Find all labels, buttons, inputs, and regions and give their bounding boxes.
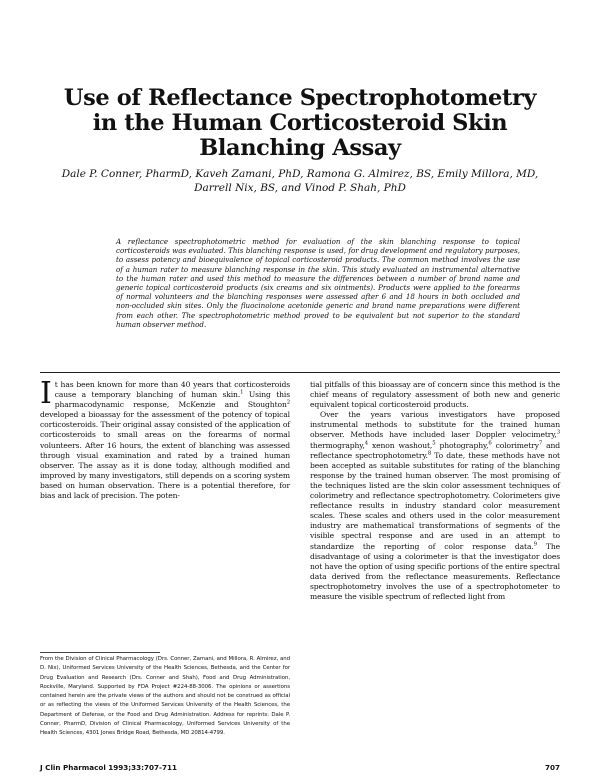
page-number: 707 [544,763,560,772]
citation-ref: 6 [488,440,492,447]
title-line-3: Blanching Assay [199,135,401,161]
methods-text-e: colorimetry [491,440,539,450]
methods-text-h: The disadvantage of using a colorimeter is that the investigator does not have the option of using specific portions of the entire spectral data derived from the reflectance measurements. Reflectance spectrophotometry involves the use of a spectrophotometer to measure the visible spectrum of reflected light from [310,541,560,601]
methods-text-c: xenon washout, [368,440,433,450]
journal-citation: J Clin Pharmacol 1993;33:707-711 [40,763,178,772]
authors-line-1: Dale P. Conner, PharmD, Kaveh Zamani, PhD, Ramona G. Almirez, BS, Emily Millora, MD, [61,168,539,180]
author-list [50,167,550,195]
methods-text-f: and reflectance spectrophotometry. [310,440,561,460]
citation-ref: 1 [240,389,244,396]
article-title [40,86,560,161]
intro-paragraph [40,376,290,501]
citation-ref: 9 [533,540,537,547]
affiliation-footnote: From the Division of Clinical Pharmacology (Drs. Conner, Zamani, and Millora, R. Almirez, and D. Nix), Uniformed Services University of the Health Sciences, Bethesda, and the Center for Drug Evaluation and Research (Drs. Conner and Shah), Food and Drug Administration, Rockville, Maryland. Supported by FDA Project #224-88-3006. The opinions or assertions contained herein are the private views of the authors and should not be construed as official or as reflecting the views of the Uniformed Services University of the Health Sciences, the Department of Defense, or the Food and Drug Administration. Address for reprints: Dale P. Conner, PharmD, Division of Clinical Pharmacology, Uniformed Services University of the Health Sciences, 4301 Jones Bridge Road, Bethesda, MD 20814-4799. [40,656,290,737]
drop-cap: I [40,376,52,411]
abstract: A reflectance spectrophotometric method for evaluation of the skin blanching response to topical corticosteroids was evaluated. This blanching response is used, for drug development and regulatory purposes, to assess potency and bioequivalence of topical corticosteroid products. The common method involves the use of a human rater to measure blanching response in the skin. This study evaluated an instrumental alternative to the human rater and used this method to measure the differences between a number of brand name and generic topical corticosteroid products (six creams and six ointments). Products were applied to the forearms of normal volunteers and the blanching responses were assessed after 6 and 18 hours in both occluded and non-occluded skin sites. Only the fluocinolone acetonide generic and brand name preparations were different from each other. The spectrophotometric method proved to be equivalent but not superior to the standard human observer method. [116,237,520,329]
body-column-left [40,376,290,501]
methods-text-g: To date, these methods have not been accepted as suitable substitutes for rating of the blanching response by the trained human observer. The most promising of the techniques listed are the skin color assessment techniques of colorimetry and reflectance spectrophotometry. Colorimeters give reflectance results in industry standard color measurement scales. These scales and others used in the color measurement industry are mathematical transformations of segments of the visible spectral response and are used in an attempt to standardize the reporting of color response data. [310,450,560,551]
methods-text-a: Over the years various investigators have proposed instrumental methods to substitute for the trained human observer. Methods have included laser Doppler velocimetry, [310,410,560,440]
right-paragraph-2 [310,410,560,602]
methods-text-d: photography, [435,440,489,450]
intro-text-a: t has been known for more than 40 years that corticosteroids cause a temporary blanching of human skin. [54,380,290,400]
authors-line-2: Darrell Nix, BS, and Vinod P. Shah, PhD [194,182,406,194]
citation-ref: 5 [432,440,436,447]
footnote-divider [40,652,160,653]
title-line-2: in the Human Corticosteroid Skin [92,110,508,136]
citation-ref: 8 [427,450,432,457]
citation-ref: 2 [286,399,290,406]
section-divider [40,372,560,373]
title-line-1: Use of Reflectance Spectrophotometry [63,85,537,111]
citation-ref: 7 [538,440,543,447]
intro-text-c: developed a bioassay for the assessment of the potency of topical corticosteroids. Their original assay consisted of the application of corticosteroids to small areas on the forearms of normal volunteers. After 16 hours, the extent of blanching was assessed through visual examination and rated by a trained human observer. The assay as it is done today, although modified and improved by many investigators, still depends on a scoring system based on human observation. There is a potential therefore, for bias and lack of precision. The poten- [40,410,290,501]
intro-text-b: Using this pharmacodynamic response, McKenzie and Stoughton [54,390,290,410]
citation-ref: 4 [364,440,369,447]
body-column-right [310,380,560,602]
right-paragraph-1: tial pitfalls of this bioassay are of concern since this method is the chief means of regulatory assessment of both new and generic equivalent topical corticosteroid products. [310,380,560,410]
methods-text-b: thermography, [310,440,365,450]
citation-ref: 3 [556,429,560,436]
